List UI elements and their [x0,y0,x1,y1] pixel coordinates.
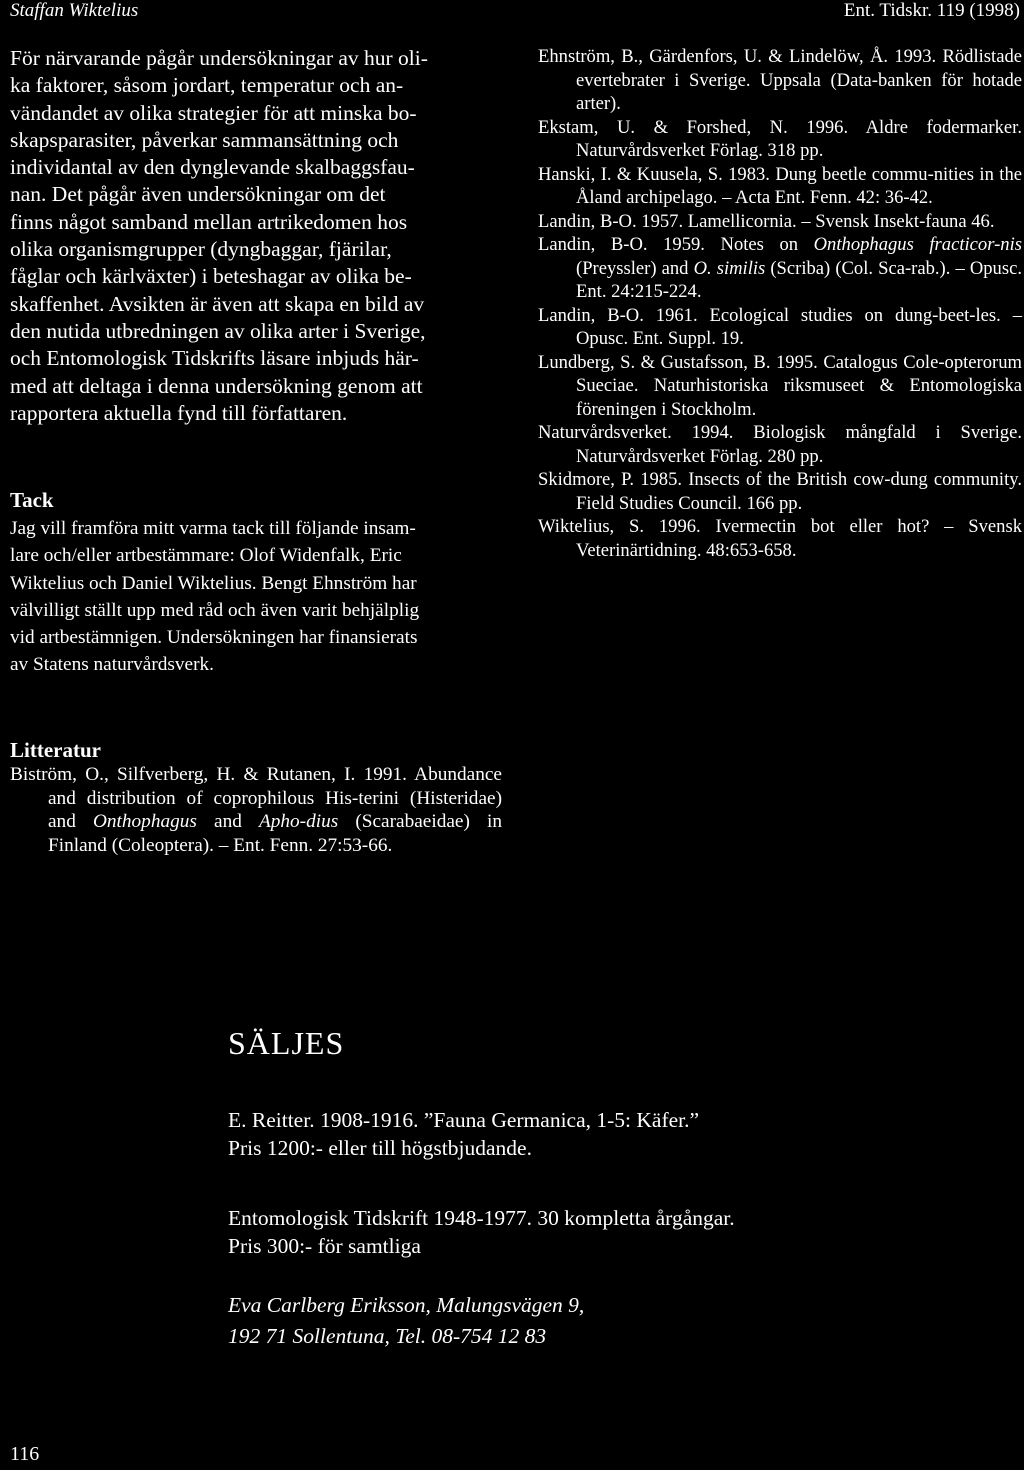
tack-line: välvilligt ställt upp med råd och även varit behjälplig [10,599,420,621]
litteratur-heading: Litteratur [10,738,101,762]
body-line: finns något samband mellan artrikedomen hos [10,209,408,234]
tack-line: av Statens naturvårdsverk. [10,654,214,676]
body-line: rapportera aktuella fynd till författaren. [10,400,348,425]
ad-item-line: E. Reitter. 1908-1916. ”Fauna Germanica, 1-5: Käfer.” [228,1108,700,1132]
reference-item: Skidmore, P. 1985. Insects of the British cow-dung community. Field Studies Council. 166 pp. [538,469,1022,514]
tack-line: vid artbestämnigen. Undersökningen har finansierats [10,627,418,649]
body-line: skaffenhet. Avsikten är även att skapa en bild av [10,291,425,316]
reference-item: Landin, B-O. 1957. Lamellicornia. – Svensk Insekt-fauna 46. [538,210,995,232]
reference-item: Naturvårdsverket. 1994. Biologisk mångfald i Sverige. Naturvårdsverket Förlag. 280 pp. [538,422,1022,467]
body-line: För närvarande pågår undersökningar av hur oli- [10,46,428,70]
ad-item-price: Pris 1200:- eller till högstbjudande. [228,1136,532,1160]
tack-paragraph [10,515,494,679]
reference-item: Biström, O., Silfverberg, H. & Rutanen, I. 1991. Abundance and distribution of coprophilous His-terini (Histeridae) and Onthophagus and Apho-dius (Scarabaeidae) in Finland (Coleoptera). – Ent. Fenn. 27:53-66. [10,764,502,856]
ad-contact-name: Eva Carlberg Eriksson, Malungsvägen 9, [228,1293,585,1317]
tack-line: lare och/eller artbestämmare: Olof Widenfalk, Eric [10,545,402,567]
body-line: skapsparasiter, påverkar sammansättning och [10,127,399,152]
ad-title: SÄLJES [228,1025,345,1061]
reference-item: Ehnström, B., Gärdenfors, U. & Lindelöw, Å. 1993. Rödlistade evertebrater i Sverige. Uppsala (Data-banken för hotade arter). [538,46,1022,114]
ad-item-tidskrift [228,1204,735,1260]
reference-item: Landin, B-O. 1959. Notes on Onthophagus fracticor-nis (Preyssler) and O. similis (Scriba) (Col. Sca-rab.). – Opusc. Ent. 24:215-224. [538,234,1022,302]
body-line: vändandet av olika strategier för att minska bo- [10,100,417,125]
tack-line: Jag vill framföra mitt varma tack till följande insam- [10,518,416,539]
reference-item: Wiktelius, S. 1996. Ivermectin bot eller hot? – Svensk Veterinärtidning. 48:653-658. [538,516,1022,561]
body-line: den nutida utbredningen av olika arter i Sverige, [10,318,426,343]
reference-item: Hanski, I. & Kuusela, S. 1983. Dung beetle commu-nities in the Åland archipelago. – Acta Ent. Fenn. 42: 36-42. [538,163,1022,208]
body-column-left [10,45,494,427]
body-line: fåglar och kärlväxter) i beteshagar av olika be- [10,264,412,289]
body-line: och Entomologisk Tidskrifts läsare inbjuds här- [10,346,419,371]
ad-contact [228,1290,584,1352]
body-paragraph [10,45,494,427]
body-line: med att deltaga i denna undersökning genom att [10,373,423,398]
body-line: nan. Det pågår även undersökningar om det [10,182,386,207]
reference-list-right [538,45,1022,562]
reference-column-right [538,45,1022,562]
ad-item-price: Pris 300:- för samtliga [228,1234,421,1258]
reference-item: Ekstam, U. & Forshed, N. 1996. Aldre fodermarker. Naturvårdsverket Förlag. 318 pp. [538,116,1022,161]
ad-item-reitter [228,1106,699,1162]
body-line: olika organismgrupper (dyngbaggar, fjärilar, [10,237,392,262]
reference-item: Landin, B-O. 1961. Ecological studies on dung-beet-les. – Opusc. Ent. Suppl. 19. [538,304,1022,349]
tack-line: Wiktelius och Daniel Wiktelius. Bengt Ehnström har [10,572,417,594]
ad-item-line: Entomologisk Tidskrift 1948-1977. 30 kompletta årgångar. [228,1206,735,1230]
body-line: individantal av den dynglevande skalbaggsfau- [10,155,415,180]
reference-item: Lundberg, S. & Gustafsson, B. 1995. Catalogus Cole-opterorum Sueciae. Naturhistoriska riksmuseet & Entomologiska föreningen i Stockholm. [538,351,1022,420]
body-line: ka faktorer, såsom jordart, temperatur och an- [10,73,404,98]
tack-heading: Tack [10,488,54,512]
page-number: 116 [10,1443,40,1465]
running-header-author: Staffan Wiktelius [10,0,139,21]
reference-list-left [10,763,502,857]
running-header-journal: Ent. Tidskr. 119 (1998) [843,0,1020,21]
ad-contact-address: 192 71 Sollentuna, Tel. 08-754 12 83 [228,1324,547,1348]
